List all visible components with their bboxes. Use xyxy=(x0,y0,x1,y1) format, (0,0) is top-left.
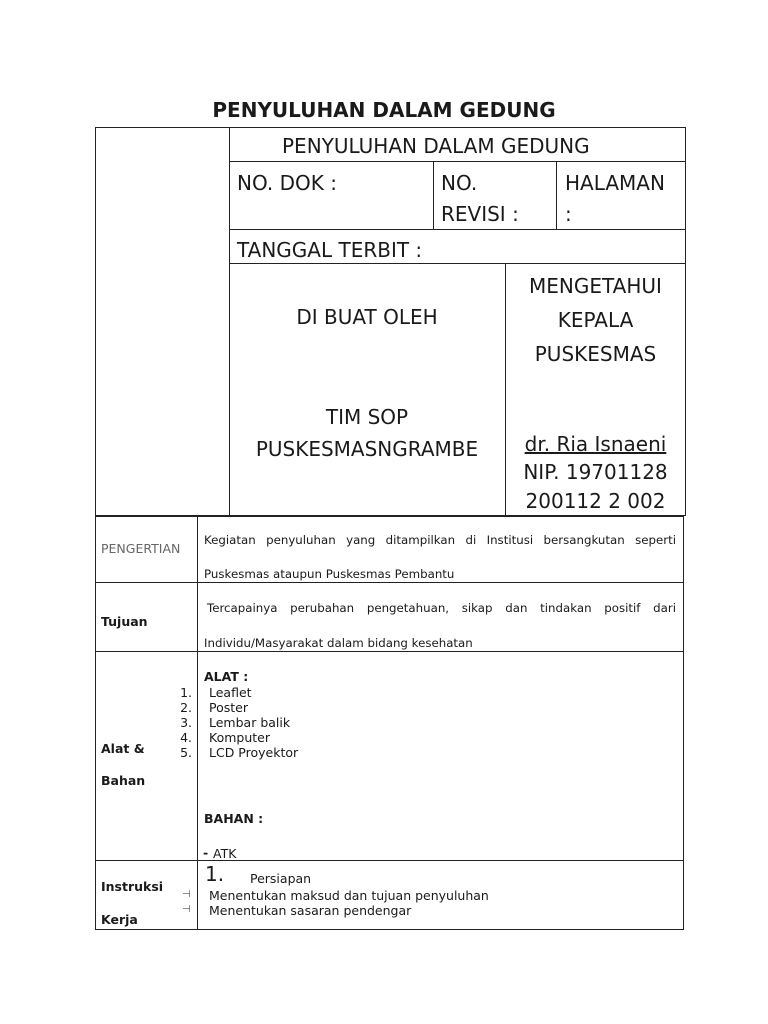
instruksi-label-2: Kerja xyxy=(101,912,138,927)
alat-num-5: 5. xyxy=(180,745,192,760)
sub-item-1: Menentukan maksud dan tujuan penyuluhan xyxy=(209,888,489,903)
dibuat-oleh-label: DI BUAT OLEH xyxy=(296,305,438,329)
alat-bahan-label-2: Bahan xyxy=(101,773,146,788)
alat-item-5: LCD Proyektor xyxy=(209,745,299,760)
alat-num-3: 3. xyxy=(180,715,192,730)
tim-sop-line-2: PUSKESMASNGRAMBE xyxy=(255,437,479,461)
document-title: PENYULUHAN DALAM GEDUNG xyxy=(212,98,556,122)
nip-line-1: NIP. 19701128 xyxy=(523,460,668,484)
halaman-label-1: HALAMAN xyxy=(565,171,665,195)
no-dok-label: NO. DOK : xyxy=(237,171,337,195)
alat-num-2: 2. xyxy=(180,700,192,715)
signer-name: dr. Ria Isnaeni xyxy=(524,432,667,456)
body-row-line-1 xyxy=(95,582,684,583)
pengertian-text-2: Puskesmas ataupun Puskesmas Pembantu xyxy=(204,567,455,581)
no-revisi-label-2: REVISI : xyxy=(441,202,519,226)
body-col-divider xyxy=(197,516,198,930)
alat-bahan-label-1: Alat & xyxy=(101,741,145,756)
alat-item-3: Lembar balik xyxy=(209,715,291,730)
bahan-dash: - xyxy=(203,845,209,860)
alat-item-2: Poster xyxy=(209,700,248,715)
body-row-line-3 xyxy=(95,860,684,861)
header-vline-dok xyxy=(433,161,434,229)
mengetahui-line-3: PUSKESMAS xyxy=(534,342,657,366)
mengetahui-line-1: MENGETAHUI xyxy=(529,274,662,298)
tujuan-label: Tujuan xyxy=(101,614,148,629)
mengetahui-line-2: KEPALA xyxy=(557,308,634,332)
alat-num-1: 1. xyxy=(180,685,192,700)
bahan-heading: BAHAN : xyxy=(204,811,264,826)
alat-item-4: Komputer xyxy=(209,730,270,745)
sub-item-2: Menentukan sasaran pendengar xyxy=(209,903,412,918)
pengertian-label: PENGERTIAN xyxy=(101,541,181,556)
sub-item-arrow-icon-2: ⊣ xyxy=(182,904,191,915)
pengertian-text-1: Kegiatan penyuluhan yang ditampilkan di Institusi bersangkutan seperti xyxy=(204,533,676,547)
nip-line-2: 200112 2 002 xyxy=(525,489,666,513)
tujuan-text-1: Tercapainya perubahan pengetahuan, sikap dan tindakan positif dari xyxy=(207,601,676,615)
alat-item-1: Leaflet xyxy=(209,685,252,700)
instruksi-label-1: Instruksi xyxy=(101,879,164,894)
header-heading: PENYULUHAN DALAM GEDUNG xyxy=(282,134,590,158)
tanggal-terbit-label: TANGGAL TERBIT : xyxy=(237,238,423,262)
header-vline-revisi xyxy=(556,161,557,229)
alat-heading: ALAT : xyxy=(204,669,249,684)
halaman-label-2: : xyxy=(565,202,572,226)
alat-num-4: 4. xyxy=(180,730,192,745)
sub-item-arrow-icon-1: ⊣ xyxy=(182,889,191,900)
bahan-item: ATK xyxy=(213,846,237,861)
step-title: Persiapan xyxy=(250,871,312,886)
tim-sop-line-1: TIM SOP xyxy=(325,405,409,429)
tujuan-text-2: Individu/Masyarakat dalam bidang kesehatan xyxy=(204,636,473,650)
body-row-line-2 xyxy=(95,651,684,652)
step-number: 1. xyxy=(205,862,225,886)
no-revisi-label-1: NO. xyxy=(441,171,478,195)
